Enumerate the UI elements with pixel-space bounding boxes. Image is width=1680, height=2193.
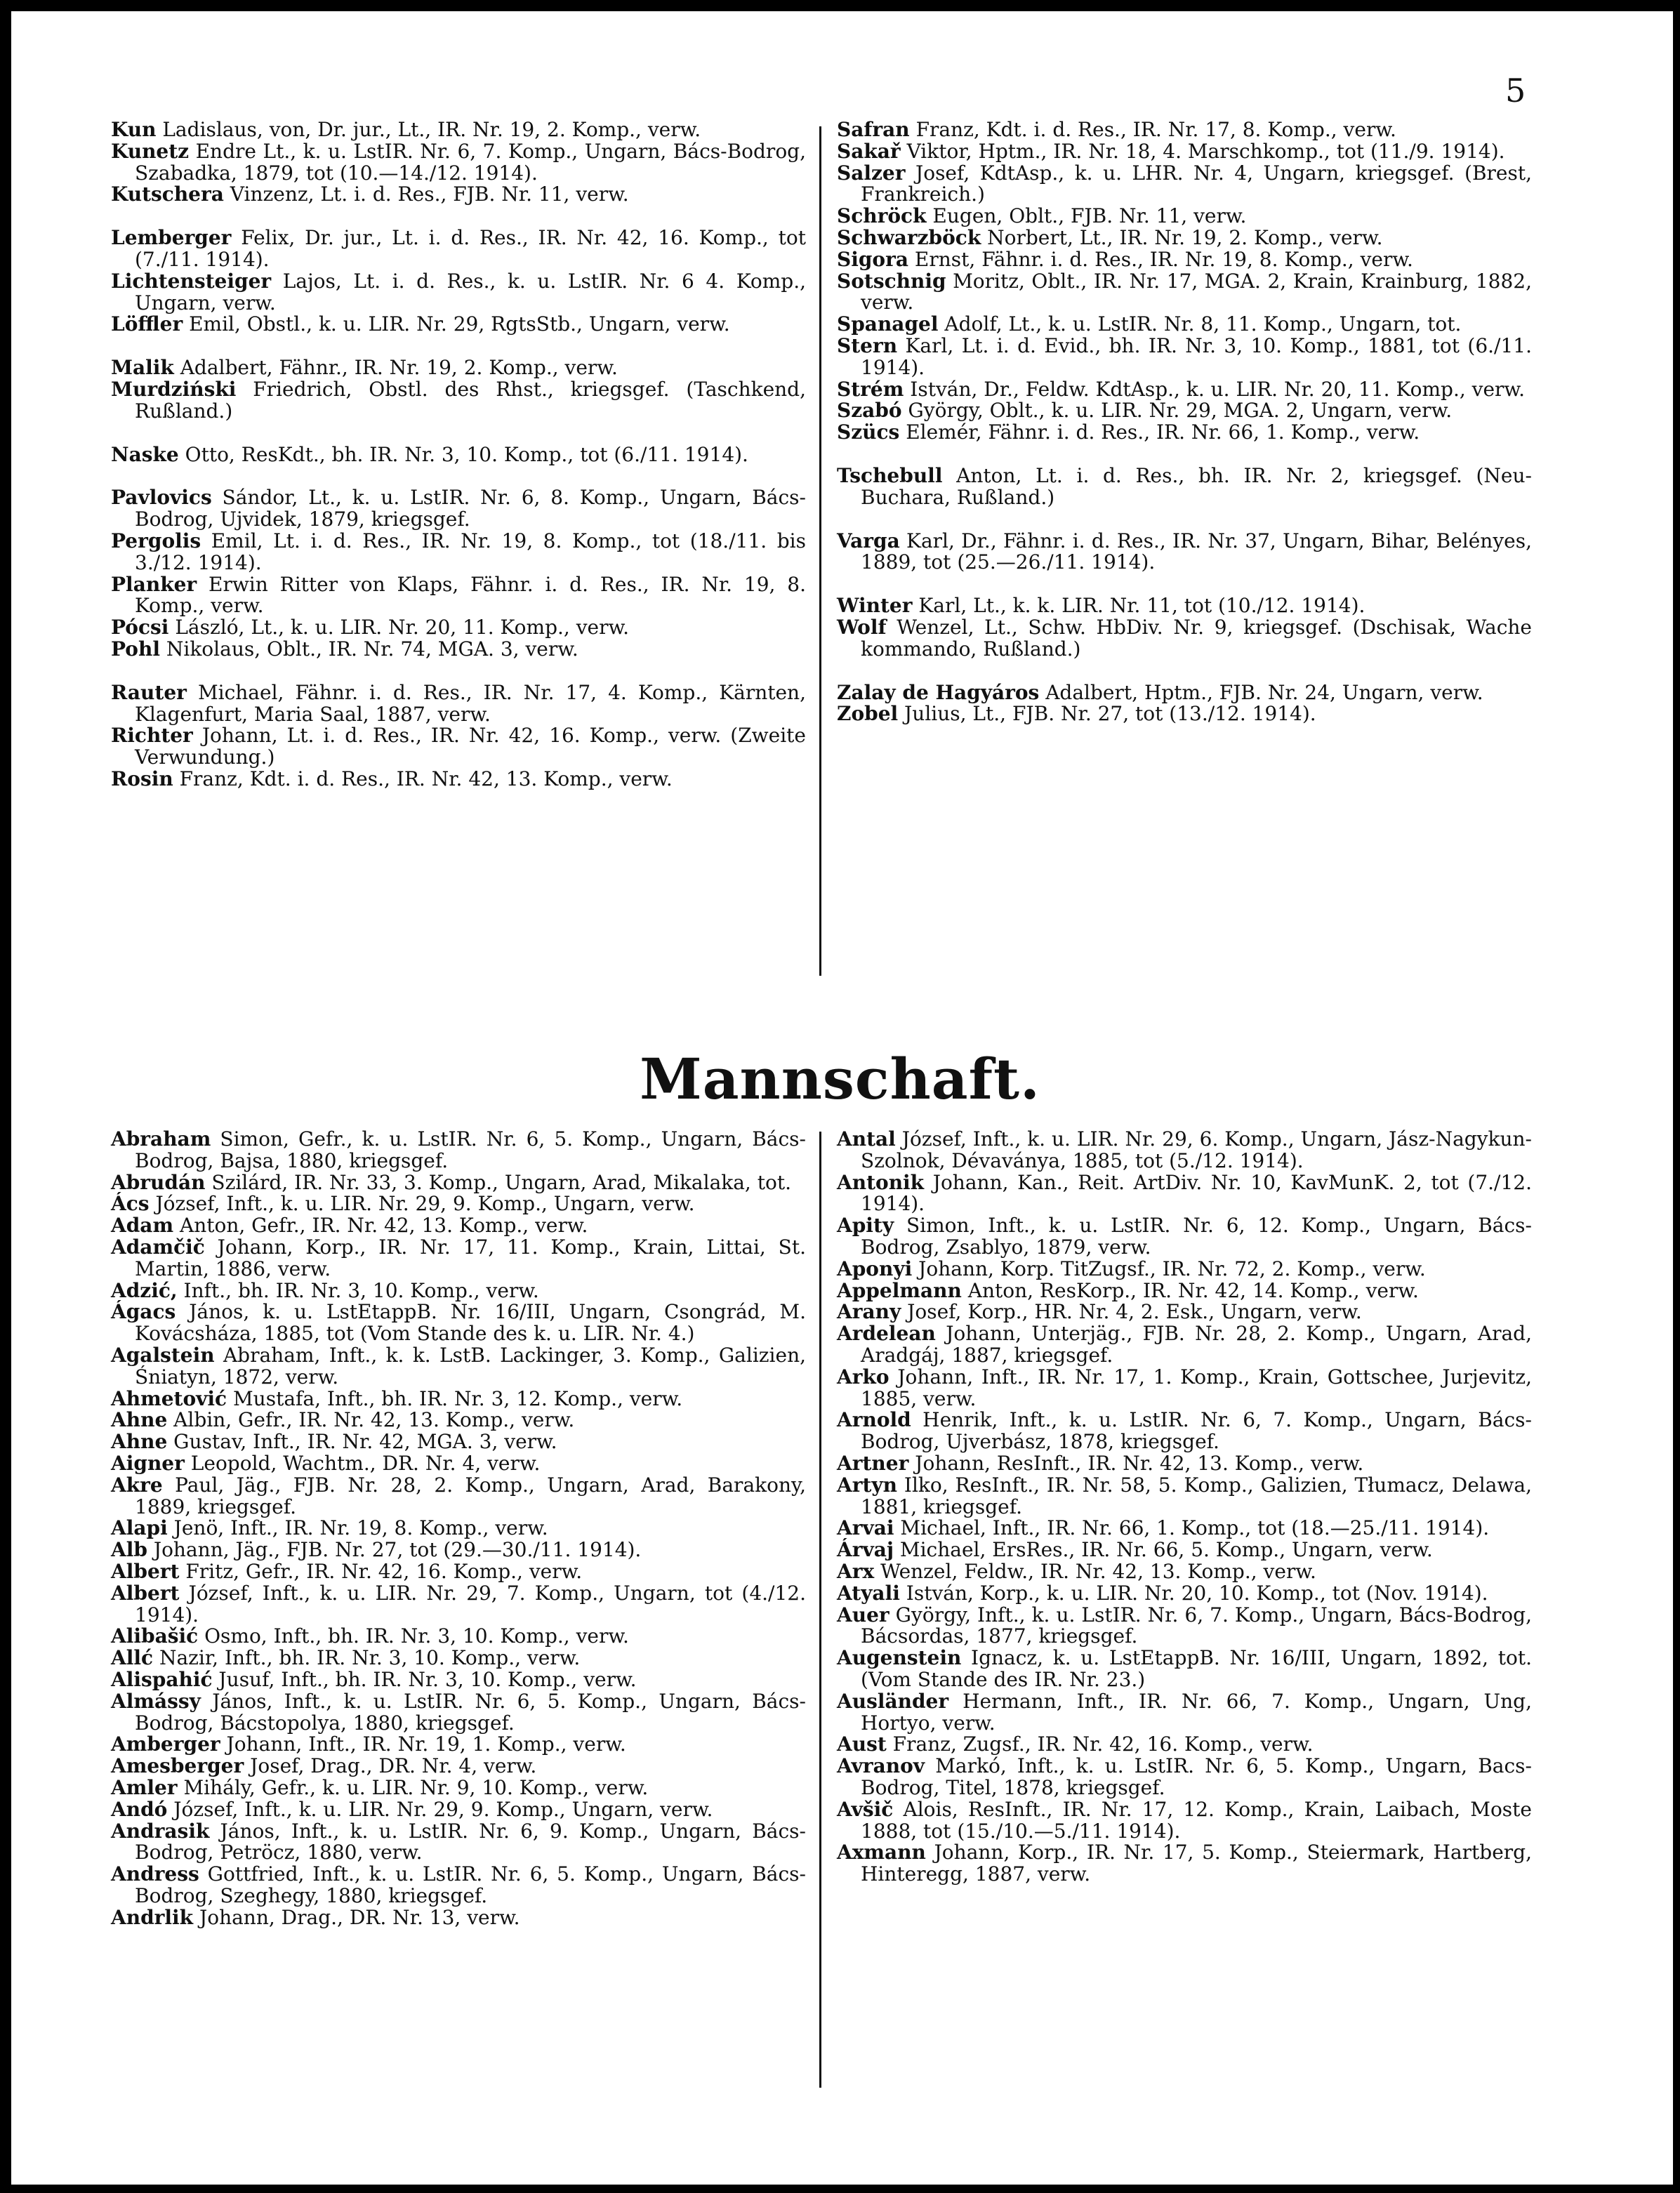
entry-surname: Axmann — [837, 1841, 926, 1864]
casualty-entry — [837, 1799, 1532, 1843]
entry-surname: Apity — [837, 1214, 894, 1238]
entry-details: László, Lt., k. u. LIR. Nr. 20, 11. Komp., verw. — [168, 616, 630, 640]
casualty-entry — [837, 1280, 1532, 1302]
entry-details: Hermann, Inft., IR. Nr. 66, 7. Komp., Ungarn, Ung, Hortyo, verw. — [861, 1689, 1532, 1735]
casualty-entry — [837, 1561, 1532, 1583]
casualty-entry — [837, 314, 1532, 336]
entry-surname: Löffler — [111, 312, 183, 336]
entry-surname: Andó — [111, 1797, 168, 1821]
entry-details: Henrik, Inft., k. u. LstIR. Nr. 6, 7. Komp., Ungarn, Bács-Bodrog, Ujverbász, 1878, kriegsgef. — [861, 1408, 1532, 1454]
entry-details: Johann, Unterjäg., FJB. Nr. 28, 2. Komp., Ungarn, Arad, Aradgáj, 1887, kriegsgef. — [861, 1322, 1532, 1367]
casualty-entry — [111, 1172, 806, 1194]
entry-surname: Andress — [111, 1862, 199, 1886]
casualty-entry — [837, 1842, 1532, 1886]
entry-surname: Aust — [837, 1732, 887, 1756]
entry-surname: Akre — [111, 1473, 163, 1497]
casualty-entry — [111, 487, 806, 531]
entry-details: Lajos, Lt. i. d. Res., k. u. LstIR. Nr. 6 4. Komp., Ungarn, verw. — [135, 269, 806, 314]
casualty-entry — [837, 1410, 1532, 1453]
casualty-entry — [837, 1605, 1532, 1648]
entry-details: Michael, ErsRes., IR. Nr. 66, 5. Komp., Ungarn, verw. — [894, 1538, 1433, 1562]
entry-details: Gustav, Inft., IR. Nr. 42, MGA. 3, verw. — [167, 1430, 557, 1454]
entry-details: József, Inft., k. u. LIR. Nr. 29, 9. Komp., Ungarn, verw. — [149, 1192, 695, 1216]
entry-surname: Wolf — [837, 615, 887, 639]
entry-surname: Atyali — [837, 1581, 900, 1605]
casualty-entry — [837, 703, 1532, 725]
casualty-entry — [111, 1386, 806, 1410]
officers-column-left — [111, 119, 806, 790]
entry-surname: Artner — [837, 1451, 909, 1475]
entry-surname: Pergolis — [111, 529, 201, 552]
casualty-entry — [111, 1453, 806, 1475]
entry-surname: Abrudán — [111, 1170, 206, 1194]
entry-details: Anton, ResKorp., IR. Nr. 42, 14. Komp., verw. — [961, 1278, 1419, 1302]
casualty-entry — [111, 119, 806, 141]
entry-details: Paul, Jäg., FJB. Nr. 28, 2. Komp., Ungarn, Arad, Barakony, 1889, kriegsgef. — [135, 1473, 806, 1518]
entry-surname: Tschebull — [837, 463, 943, 487]
entry-details: Johann, Inft., IR. Nr. 19, 1. Komp., verw. — [220, 1732, 626, 1756]
entry-details: Michael, Inft., IR. Nr. 66, 1. Komp., tot (18.—25./11. 1914). — [894, 1516, 1490, 1540]
entry-surname: Aigner — [111, 1451, 185, 1475]
entry-surname: Andrasik — [111, 1819, 210, 1843]
entry-details: Anton, Gefr., IR. Nr. 42, 13. Komp., verw. — [173, 1214, 588, 1238]
entry-details: Otto, ResKdt., bh. IR. Nr. 3, 10. Komp., tot (6./11. 1914). — [178, 442, 748, 466]
entry-details: Ladislaus, von, Dr. jur., Lt., IR. Nr. 19, 2. Komp., verw. — [156, 118, 701, 141]
entry-gap — [111, 465, 806, 487]
casualty-entry — [111, 1129, 806, 1172]
casualty-entry — [111, 227, 806, 271]
entry-details: Jusuf, Inft., bh. IR. Nr. 3, 10. Komp., verw. — [212, 1667, 637, 1691]
entry-details: Adalbert, Fähnr., IR. Nr. 19, 2. Komp., verw. — [173, 356, 618, 380]
casualty-entry — [837, 1215, 1532, 1259]
entry-surname: Artyn — [837, 1473, 898, 1497]
column-divider-bottom — [819, 1132, 821, 2088]
casualty-entry — [111, 617, 806, 639]
casualty-entry — [111, 184, 806, 206]
entry-surname: Abraham — [111, 1127, 211, 1151]
entry-details: Friedrich, Obstl. des Rhst., kriegsgef. (Taschkend, Rußland.) — [135, 377, 806, 423]
casualty-entry — [111, 1410, 806, 1431]
entry-surname: Allć — [111, 1646, 154, 1670]
entry-details: János, Inft., k. u. LstIR. Nr. 6, 9. Komp., Ungarn, Bács-Bodrog, Petröcz, 1880, verw. — [135, 1819, 806, 1864]
entry-surname: Kun — [111, 118, 157, 141]
entry-details: Felix, Dr. jur., Lt. i. d. Res., IR. Nr. 42, 16. Komp., tot (7./11. 1914). — [135, 226, 806, 271]
casualty-entry — [837, 1539, 1532, 1561]
entry-details: János, Inft., k. u. LstIR. Nr. 6, 5. Komp., Ungarn, Bács-Bodrog, Bácstopolya, 1880, kriegsgef. — [135, 1689, 806, 1735]
casualty-entry — [111, 1821, 806, 1864]
entry-surname: Arvai — [837, 1516, 894, 1540]
entry-details: Alois, ResInft., IR. Nr. 17, 12. Komp., Krain, Laibach, Moste 1888, tot (15./10.—5./11. 1914). — [861, 1797, 1532, 1843]
entry-details: Karl, Lt. i. d. Evid., bh. IR. Nr. 3, 10. Komp., 1881, tot (6./11. 1914). — [861, 333, 1532, 379]
entry-details: Abraham, Inft., k. k. LstB. Lackinger, 3. Komp., Galizien, Śniatyn, 1872, verw. — [135, 1343, 806, 1389]
casualty-entry — [837, 617, 1532, 661]
entry-surname: Appelmann — [837, 1278, 962, 1302]
casualty-entry — [837, 227, 1532, 249]
entry-details: Johann, Kan., Reit. ArtDiv. Nr. 10, KavMunK. 2, tot (7./12. 1914). — [861, 1170, 1532, 1216]
entry-details: Wenzel, Feldw., IR. Nr. 42, 13. Komp., verw. — [874, 1559, 1316, 1583]
entry-surname: Rauter — [111, 680, 187, 704]
entry-details: Leopold, Wachtm., DR. Nr. 4, verw. — [184, 1451, 541, 1475]
entry-surname: Antonik — [837, 1170, 925, 1194]
entry-surname: Stern — [837, 333, 898, 357]
casualty-entry — [111, 1907, 806, 1929]
casualty-entry — [837, 465, 1532, 509]
entry-surname: Amberger — [111, 1732, 220, 1756]
entry-gap — [837, 509, 1532, 531]
entry-details: István, Korp., k. u. LIR. Nr. 20, 10. Komp., tot (Nov. 1914). — [899, 1581, 1488, 1605]
casualty-entry — [837, 1129, 1532, 1172]
casualty-entry — [837, 1172, 1532, 1216]
entry-gap — [111, 206, 806, 227]
entry-gap — [837, 574, 1532, 595]
entry-surname: Arko — [837, 1365, 889, 1389]
entry-details: Julius, Lt., FJB. Nr. 27, tot (13./12. 1914). — [898, 702, 1316, 726]
casualty-entry — [837, 1583, 1532, 1605]
entry-surname: Murdziński — [111, 377, 237, 401]
casualty-entry — [111, 444, 806, 466]
casualty-entry — [111, 1301, 806, 1345]
casualty-entry — [111, 1345, 806, 1389]
entry-details: János, k. u. LstEtappB. Nr. 16/III, Ungarn, Csongrád, M. Kovácsháza, 1885, tot (Vom Stande des k. u. LIR. Nr. 4.) — [135, 1300, 806, 1346]
casualty-entry — [837, 333, 1532, 379]
officers-column-right — [837, 119, 1532, 725]
entry-surname: Avranov — [837, 1754, 925, 1778]
entry-surname: Salzer — [837, 161, 906, 185]
entry-details: Albin, Gefr., IR. Nr. 42, 13. Komp., verw. — [167, 1408, 575, 1432]
casualty-entry — [111, 725, 806, 769]
entry-gap — [111, 336, 806, 357]
casualty-entry — [837, 1323, 1532, 1367]
casualty-entry — [837, 163, 1532, 206]
casualty-entry — [837, 206, 1532, 227]
casualty-entry — [111, 1193, 806, 1215]
entry-details: Osmo, Inft., bh. IR. Nr. 3, 10. Komp., verw. — [198, 1624, 629, 1648]
entry-details: Moritz, Oblt., IR. Nr. 17, MGA. 2, Krain, Krainburg, 1882, verw. — [861, 269, 1532, 314]
entry-gap — [111, 661, 806, 682]
section-title: Mannschaft. — [640, 1046, 1040, 1112]
entry-details: Franz, Kdt. i. d. Res., IR. Nr. 17, 8. Komp., verw. — [909, 118, 1396, 141]
entry-surname: Sigora — [837, 247, 909, 271]
entry-surname: Ahmetović — [111, 1386, 227, 1410]
entry-surname: Adzić, — [111, 1278, 178, 1302]
entry-details: Szilárd, IR. Nr. 33, 3. Komp., Ungarn, Arad, Mikalaka, tot. — [205, 1170, 791, 1194]
entry-details: Johann, Drag., DR. Nr. 13, verw. — [193, 1905, 520, 1929]
casualty-entry — [111, 1539, 806, 1561]
entry-surname: Alispahić — [111, 1667, 213, 1691]
casualty-entry — [837, 1734, 1532, 1756]
casualty-entry — [837, 1475, 1532, 1518]
entry-surname: Ágacs — [111, 1300, 176, 1324]
entry-surname: Sakař — [837, 139, 901, 163]
casualty-entry — [111, 1669, 806, 1691]
entry-surname: Kunetz — [111, 139, 190, 163]
entry-details: Vinzenz, Lt. i. d. Res., FJB. Nr. 11, verw. — [223, 183, 629, 206]
entry-surname: Sotschnig — [837, 269, 946, 293]
casualty-entry — [111, 379, 806, 423]
casualty-entry — [111, 1777, 806, 1799]
entry-details: Michael, Fähnr. i. d. Res., IR. Nr. 17, 4. Komp., Kärnten, Klagenfurt, Maria Saal, 1887, verw. — [135, 680, 806, 726]
casualty-entry — [111, 1280, 806, 1302]
casualty-entry — [837, 119, 1532, 141]
casualty-entry — [111, 531, 806, 574]
entry-surname: Albert — [111, 1559, 180, 1583]
casualty-entry — [111, 1626, 806, 1648]
entry-details: Emil, Obstl., k. u. LIR. Nr. 29, RgtsStb., Ungarn, verw. — [183, 312, 730, 336]
entry-details: Ilko, ResInft., IR. Nr. 58, 5. Komp., Galizien, Tłumacz, Delawa, 1881, kriegsgef. — [861, 1473, 1532, 1518]
entry-surname: Andrlik — [111, 1905, 194, 1929]
entry-surname: Alapi — [111, 1516, 168, 1540]
entry-details: József, Inft., k. u. LIR. Nr. 29, 6. Komp., Ungarn, Jász-Nagykun-Szolnok, Dévaványa, 1885, tot (5./12. 1914). — [861, 1127, 1532, 1172]
entry-surname: Lichtensteiger — [111, 269, 272, 293]
entry-details: Inft., bh. IR. Nr. 3, 10. Komp., verw. — [177, 1278, 539, 1302]
entry-surname: Pócsi — [111, 616, 169, 640]
entry-surname: Ardelean — [837, 1322, 936, 1346]
entry-details: György, Oblt., k. u. LIR. Nr. 29, MGA. 2, Ungarn, verw. — [901, 399, 1453, 423]
entry-surname: Antal — [837, 1127, 896, 1151]
entry-details: Elemér, Fähnr. i. d. Res., IR. Nr. 66, 1. Komp., verw. — [899, 420, 1420, 444]
entry-surname: Winter — [837, 594, 913, 618]
casualty-entry — [111, 1799, 806, 1821]
casualty-entry — [837, 595, 1532, 617]
men-column-right — [837, 1129, 1532, 1886]
entry-surname: Aponyi — [837, 1257, 913, 1280]
entry-surname: Alb — [111, 1538, 147, 1562]
entry-details: Johann, Korp., IR. Nr. 17, 11. Komp., Krain, Littai, St. Martin, 1886, verw. — [135, 1235, 806, 1280]
casualty-entry — [837, 271, 1532, 314]
entry-details: Adolf, Lt., k. u. LstIR. Nr. 8, 11. Komp., Ungarn, tot. — [938, 312, 1462, 336]
scan-border-top — [0, 0, 1680, 11]
casualty-entry — [111, 1583, 806, 1626]
entry-surname: Strém — [837, 377, 904, 401]
entry-surname: Zalay de Hagyáros — [837, 680, 1040, 704]
entry-surname: Zobel — [837, 702, 899, 726]
entry-surname: Pohl — [111, 637, 160, 661]
entry-details: Johann, Inft., IR. Nr. 17, 1. Komp., Krain, Gottschee, Jurjevitz, 1885, verw. — [861, 1365, 1532, 1410]
entry-surname: Varga — [837, 529, 900, 552]
entry-details: Gottfried, Inft., k. u. LstIR. Nr. 6, 5. Komp., Ungarn, Bács-Bodrog, Szeghegy, 1880, kriegsgef. — [135, 1862, 806, 1907]
casualty-entry — [111, 1475, 806, 1518]
entry-surname: Planker — [111, 572, 197, 596]
entry-surname: Agalstein — [111, 1343, 215, 1367]
casualty-entry — [837, 1691, 1532, 1735]
entry-details: Josef, Drag., DR. Nr. 4, verw. — [244, 1754, 537, 1778]
casualty-entry — [111, 357, 806, 379]
casualty-entry — [837, 1518, 1532, 1539]
entry-details: Markó, Inft., k. u. LstIR. Nr. 6, 5. Komp., Ungarn, Bacs-Bodrog, Titel, 1878, kriegsgef. — [861, 1754, 1532, 1799]
entry-details: Karl, Lt., k. k. LIR. Nr. 11, tot (10./12. 1914). — [912, 594, 1365, 618]
entry-surname: Schwarzböck — [837, 225, 981, 249]
entry-details: Viktor, Hptm., IR. Nr. 18, 4. Marschkomp., tot (11./9. 1914). — [900, 139, 1505, 163]
casualty-entry — [837, 1756, 1532, 1799]
casualty-entry — [837, 682, 1532, 704]
entry-details: József, Inft., k. u. LIR. Nr. 29, 7. Komp., Ungarn, tot (4./12. 1914). — [135, 1581, 806, 1626]
entry-details: Ignacz, k. u. LstEtappB. Nr. 16/III, Ungarn, 1892, tot. (Vom Stande des IR. Nr. 23.) — [861, 1646, 1532, 1691]
entry-gap — [837, 661, 1532, 682]
scan-border-bottom — [0, 2185, 1680, 2193]
entry-details: Sándor, Lt., k. u. LstIR. Nr. 6, 8. Komp., Ungarn, Bács-Bodrog, Ujvidek, 1879, kriegsgef. — [135, 486, 806, 531]
entry-details: Josef, Korp., HR. Nr. 4, 2. Esk., Ungarn, verw. — [901, 1300, 1362, 1324]
casualty-entry — [111, 1518, 806, 1539]
entry-surname: Adam — [111, 1214, 174, 1238]
entry-details: Jenö, Inft., IR. Nr. 19, 8. Komp., verw. — [167, 1516, 548, 1540]
entry-details: Johann, Korp., IR. Nr. 17, 5. Komp., Steiermark, Hartberg, Hinteregg, 1887, verw. — [861, 1841, 1532, 1886]
entry-gap — [111, 423, 806, 444]
entry-surname: Schröck — [837, 204, 927, 228]
entry-details: Simon, Inft., k. u. LstIR. Nr. 6, 12. Komp., Ungarn, Bács-Bodrog, Zsablyo, 1879, verw. — [861, 1214, 1532, 1259]
entry-surname: Auer — [837, 1603, 889, 1626]
entry-details: Johann, Jäg., FJB. Nr. 27, tot (29.—30./11. 1914). — [147, 1538, 642, 1562]
entry-surname: Arnold — [837, 1408, 911, 1432]
entry-surname: Szabó — [837, 399, 902, 423]
entry-surname: Ahne — [111, 1408, 168, 1432]
entry-details: István, Dr., Feldw. KdtAsp., k. u. LIR. Nr. 20, 11. Komp., verw. — [904, 377, 1525, 401]
casualty-entry — [837, 1453, 1532, 1475]
casualty-entry — [111, 314, 806, 336]
entry-details: Adalbert, Hptm., FJB. Nr. 24, Ungarn, verw. — [1039, 680, 1483, 704]
entry-details: Ernst, Fähnr. i. d. Res., IR. Nr. 19, 8. Komp., verw. — [908, 247, 1413, 271]
entry-surname: Ahne — [111, 1430, 168, 1454]
entry-details: Franz, Kdt. i. d. Res., IR. Nr. 42, 13. Komp., verw. — [173, 767, 673, 790]
casualty-entry — [837, 1301, 1532, 1323]
entry-details: Endre Lt., k. u. LstIR. Nr. 6, 7. Komp., Ungarn, Bács-Bodrog, Szabadka, 1879, tot (10.—14./12. 1914). — [135, 139, 806, 185]
casualty-entry — [111, 1864, 806, 1907]
casualty-entry — [837, 531, 1532, 574]
entry-surname: Pavlovics — [111, 486, 212, 510]
casualty-entry — [111, 1734, 806, 1756]
entry-surname: Szücs — [837, 420, 900, 444]
entry-surname: Kutschera — [111, 183, 224, 206]
casualty-entry — [111, 769, 806, 790]
casualty-entry — [837, 249, 1532, 271]
entry-surname: Lemberger — [111, 226, 232, 250]
entry-details: Erwin Ritter von Klaps, Fähnr. i. d. Res., IR. Nr. 19, 8. Komp., verw. — [135, 572, 806, 618]
casualty-entry — [111, 141, 806, 185]
entry-surname: Ács — [111, 1192, 150, 1216]
entry-details: Anton, Lt. i. d. Res., bh. IR. Nr. 2, kriegsgef. (Neu-Buchara, Rußland.) — [861, 463, 1532, 509]
entry-surname: Safran — [837, 118, 910, 141]
entry-details: Mustafa, Inft., bh. IR. Nr. 3, 12. Komp., verw. — [227, 1386, 683, 1410]
entry-surname: Richter — [111, 724, 193, 748]
entry-details: József, Inft., k. u. LIR. Nr. 29, 9. Komp., Ungarn, verw. — [167, 1797, 713, 1821]
column-divider-top — [819, 126, 821, 976]
entry-details: Emil, Lt. i. d. Res., IR. Nr. 19, 8. Komp., tot (18./11. bis 3./12. 1914). — [135, 529, 806, 574]
entry-surname: Spanagel — [837, 312, 939, 336]
entry-surname: Naske — [111, 442, 179, 466]
entry-surname: Arx — [837, 1559, 875, 1583]
entry-details: Johann, Korp. TitZugsf., IR. Nr. 72, 2. Komp., verw. — [912, 1257, 1426, 1280]
men-column-left — [111, 1129, 806, 1928]
page-number: 5 — [1505, 72, 1526, 110]
entry-details: Wenzel, Lt., Schw. HbDiv. Nr. 9, kriegsgef. (Dschisak, Wache kommando, Rußland.) — [861, 615, 1532, 661]
casualty-entry — [111, 1691, 806, 1735]
entry-surname: Ausländer — [837, 1689, 949, 1713]
casualty-entry — [111, 682, 806, 726]
casualty-entry — [837, 141, 1532, 163]
entry-surname: Almássy — [111, 1689, 201, 1713]
casualty-entry — [111, 1237, 806, 1280]
entry-details: Mihály, Gefr., k. u. LIR. Nr. 9, 10. Komp., verw. — [177, 1775, 649, 1799]
entry-surname: Malik — [111, 356, 174, 380]
entry-surname: Arany — [837, 1300, 901, 1324]
casualty-entry — [837, 1259, 1532, 1280]
casualty-entry — [837, 1367, 1532, 1410]
casualty-entry — [111, 1648, 806, 1669]
casualty-entry — [837, 400, 1532, 422]
entry-surname: Rosin — [111, 767, 173, 790]
entry-surname: Árvaj — [837, 1538, 894, 1562]
entry-surname: Amesberger — [111, 1754, 244, 1778]
casualty-entry — [111, 1561, 806, 1583]
entry-surname: Amler — [111, 1775, 178, 1799]
casualty-entry — [837, 422, 1532, 444]
casualty-entry — [837, 1648, 1532, 1691]
entry-details: Norbert, Lt., IR. Nr. 19, 2. Komp., verw. — [981, 225, 1383, 249]
entry-details: Simon, Gefr., k. u. LstIR. Nr. 6, 5. Komp., Ungarn, Bács-Bodrog, Bajsa, 1880, kriegsgef. — [135, 1127, 806, 1172]
entry-details: György, Inft., k. u. LstIR. Nr. 6, 7. Komp., Ungarn, Bács-Bodrog, Bácsordas, 1877, kriegsgef. — [861, 1603, 1532, 1648]
entry-details: Fritz, Gefr., IR. Nr. 42, 16. Komp., verw. — [179, 1559, 583, 1583]
entry-details: Nikolaus, Oblt., IR. Nr. 74, MGA. 3, verw. — [159, 637, 578, 661]
entry-details: Josef, KdtAsp., k. u. LHR. Nr. 4, Ungarn, kriegsgef. (Brest, Frankreich.) — [861, 161, 1532, 206]
entry-details: Nazir, Inft., bh. IR. Nr. 3, 10. Komp., verw. — [153, 1646, 581, 1670]
entry-surname: Alibašić — [111, 1624, 199, 1648]
entry-details: Franz, Zugsf., IR. Nr. 42, 16. Komp., verw. — [886, 1732, 1314, 1756]
casualty-entry — [111, 639, 806, 661]
casualty-entry — [111, 1756, 806, 1777]
casualty-entry — [111, 1215, 806, 1237]
entry-surname: Augenstein — [837, 1646, 962, 1670]
entry-surname: Adamčič — [111, 1235, 205, 1259]
casualty-entry — [837, 379, 1532, 401]
entry-details: Karl, Dr., Fähnr. i. d. Res., IR. Nr. 37, Ungarn, Bihar, Belényes, 1889, tot (25.—26./11. 1914). — [861, 529, 1532, 574]
entry-details: Eugen, Oblt., FJB. Nr. 11, verw. — [926, 204, 1247, 228]
entry-details: Johann, Lt. i. d. Res., IR. Nr. 42, 16. Komp., verw. (Zweite Verwundung.) — [135, 724, 806, 769]
entry-gap — [837, 444, 1532, 465]
entry-surname: Albert — [111, 1581, 180, 1605]
casualty-entry — [111, 574, 806, 618]
casualty-entry — [111, 1431, 806, 1453]
entry-details: Johann, ResInft., IR. Nr. 42, 13. Komp., verw. — [908, 1451, 1364, 1475]
casualty-entry — [111, 271, 806, 314]
entry-surname: Avšič — [837, 1797, 894, 1821]
